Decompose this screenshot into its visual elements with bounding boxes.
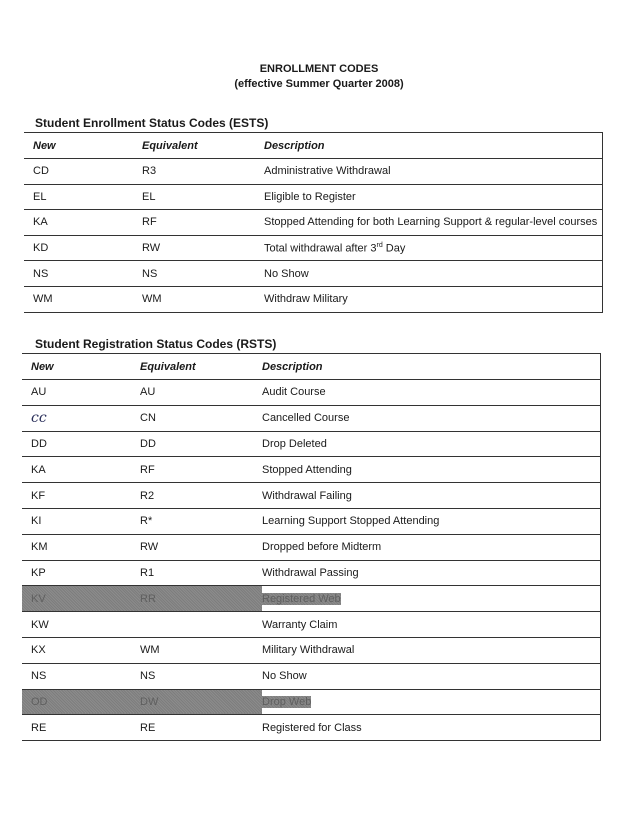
- code-new: CD: [24, 159, 142, 185]
- code-equivalent: CN: [140, 405, 262, 431]
- column-header-description: Description: [264, 133, 602, 159]
- code-new: KW: [22, 612, 140, 638]
- code-equivalent: RF: [142, 210, 264, 236]
- table-row: [24, 235, 602, 261]
- table-row: [24, 210, 602, 236]
- rsts-table: [22, 353, 601, 741]
- code-new: KV: [22, 586, 140, 612]
- code-description: [262, 612, 600, 638]
- description-text: Military Withdrawal: [262, 644, 355, 657]
- code-new: cc: [22, 405, 140, 431]
- code-description: [264, 210, 602, 236]
- table-row: [22, 534, 600, 560]
- table-row: [22, 612, 600, 638]
- description-text: Registered for Class: [262, 721, 362, 734]
- code-description: [262, 431, 600, 457]
- column-header-equivalent: Equivalent: [140, 354, 262, 380]
- code-new: KM: [22, 534, 140, 560]
- description-text: Cancelled Course: [262, 412, 350, 425]
- table-row: [22, 483, 600, 509]
- code-description: [262, 663, 600, 689]
- rsts-heading: Student Registration Status Codes (RSTS): [35, 337, 277, 351]
- description-text: Drop Web: [262, 695, 312, 708]
- code-equivalent: [140, 612, 262, 638]
- column-header-description: Description: [262, 354, 600, 380]
- description-text: Total withdrawal after 3: [264, 242, 377, 255]
- table-header-row: [22, 354, 600, 380]
- description-text: No Show: [264, 267, 309, 280]
- page-title: ENROLLMENT CODES: [259, 63, 379, 75]
- code-description: [262, 560, 600, 586]
- description-text: Withdrawal Passing: [262, 566, 359, 579]
- code-equivalent: NS: [140, 663, 262, 689]
- description-text: Stopped Attending: [262, 463, 352, 476]
- code-new: EL: [24, 184, 142, 210]
- code-description: [262, 715, 600, 741]
- page-subtitle: (effective Summer Quarter 2008): [234, 78, 404, 90]
- code-equivalent: RW: [142, 235, 264, 261]
- table-row: [24, 184, 602, 210]
- code-new: AU: [22, 380, 140, 406]
- code-equivalent: NS: [142, 261, 264, 287]
- table-row: [22, 663, 600, 689]
- code-new: KA: [24, 210, 142, 236]
- code-equivalent: R1: [140, 560, 262, 586]
- ests-table: [24, 132, 603, 313]
- description-text: Warranty Claim: [262, 618, 338, 631]
- table-row: [24, 286, 602, 312]
- description-text: Administrative Withdrawal: [264, 165, 391, 178]
- table-row: [22, 405, 600, 431]
- code-equivalent: RE: [140, 715, 262, 741]
- code-description: [262, 380, 600, 406]
- table-row: [22, 689, 600, 715]
- code-equivalent: WM: [142, 286, 264, 312]
- code-new: OD: [22, 689, 140, 715]
- description-text: Withdraw Military: [264, 293, 348, 306]
- code-description: [264, 159, 602, 185]
- code-description: [264, 184, 602, 210]
- code-equivalent: EL: [142, 184, 264, 210]
- code-new: RE: [22, 715, 140, 741]
- code-equivalent: R*: [140, 508, 262, 534]
- table-header-row: [24, 133, 602, 159]
- code-equivalent: RW: [140, 534, 262, 560]
- description-text: Dropped before Midterm: [262, 541, 382, 554]
- code-new: DD: [22, 431, 140, 457]
- code-new: KA: [22, 457, 140, 483]
- description-text: Drop Deleted: [262, 437, 327, 450]
- description-text: Registered Web: [262, 592, 341, 605]
- ordinal-suffix: rd: [376, 241, 383, 249]
- code-equivalent: DD: [140, 431, 262, 457]
- description-text: Withdrawal Failing: [262, 489, 352, 502]
- code-new: WM: [24, 286, 142, 312]
- code-new: KD: [24, 235, 142, 261]
- code-new: NS: [22, 663, 140, 689]
- table-row: [24, 159, 602, 185]
- code-description: [262, 534, 600, 560]
- code-equivalent: RR: [140, 586, 262, 612]
- table-row: [24, 261, 602, 287]
- code-description: [264, 261, 602, 287]
- code-description: [262, 586, 600, 612]
- code-new: KX: [22, 637, 140, 663]
- code-equivalent: AU: [140, 380, 262, 406]
- table-row: [22, 380, 600, 406]
- table-row: [22, 508, 600, 534]
- column-header-new: New: [22, 354, 140, 380]
- description-text: No Show: [262, 670, 307, 683]
- code-new: KP: [22, 560, 140, 586]
- description-text: Learning Support Stopped Attending: [262, 515, 440, 528]
- table-row: [22, 637, 600, 663]
- code-equivalent: R3: [142, 159, 264, 185]
- code-description: [264, 286, 602, 312]
- code-new: KF: [22, 483, 140, 509]
- table-row: [22, 457, 600, 483]
- code-description: [262, 483, 600, 509]
- code-new: NS: [24, 261, 142, 287]
- description-text: Audit Course: [262, 386, 326, 399]
- code-new: KI: [22, 508, 140, 534]
- description-tail: Day: [382, 242, 406, 255]
- table-row: [22, 431, 600, 457]
- column-header-new: New: [24, 133, 142, 159]
- description-text: Eligible to Register: [264, 190, 356, 203]
- code-equivalent: DW: [140, 689, 262, 715]
- code-description: [262, 689, 600, 715]
- code-description: [262, 637, 600, 663]
- table-row: [22, 715, 600, 741]
- ests-heading: Student Enrollment Status Codes (ESTS): [35, 116, 269, 130]
- code-equivalent: R2: [140, 483, 262, 509]
- code-description: [262, 457, 600, 483]
- code-description: [262, 405, 600, 431]
- table-row: [22, 560, 600, 586]
- code-description: [262, 508, 600, 534]
- code-description: [264, 235, 602, 261]
- code-equivalent: RF: [140, 457, 262, 483]
- table-row: [22, 586, 600, 612]
- code-equivalent: WM: [140, 637, 262, 663]
- column-header-equivalent: Equivalent: [142, 133, 264, 159]
- description-text: Stopped Attending for both Learning Support & regular-level courses: [264, 216, 598, 229]
